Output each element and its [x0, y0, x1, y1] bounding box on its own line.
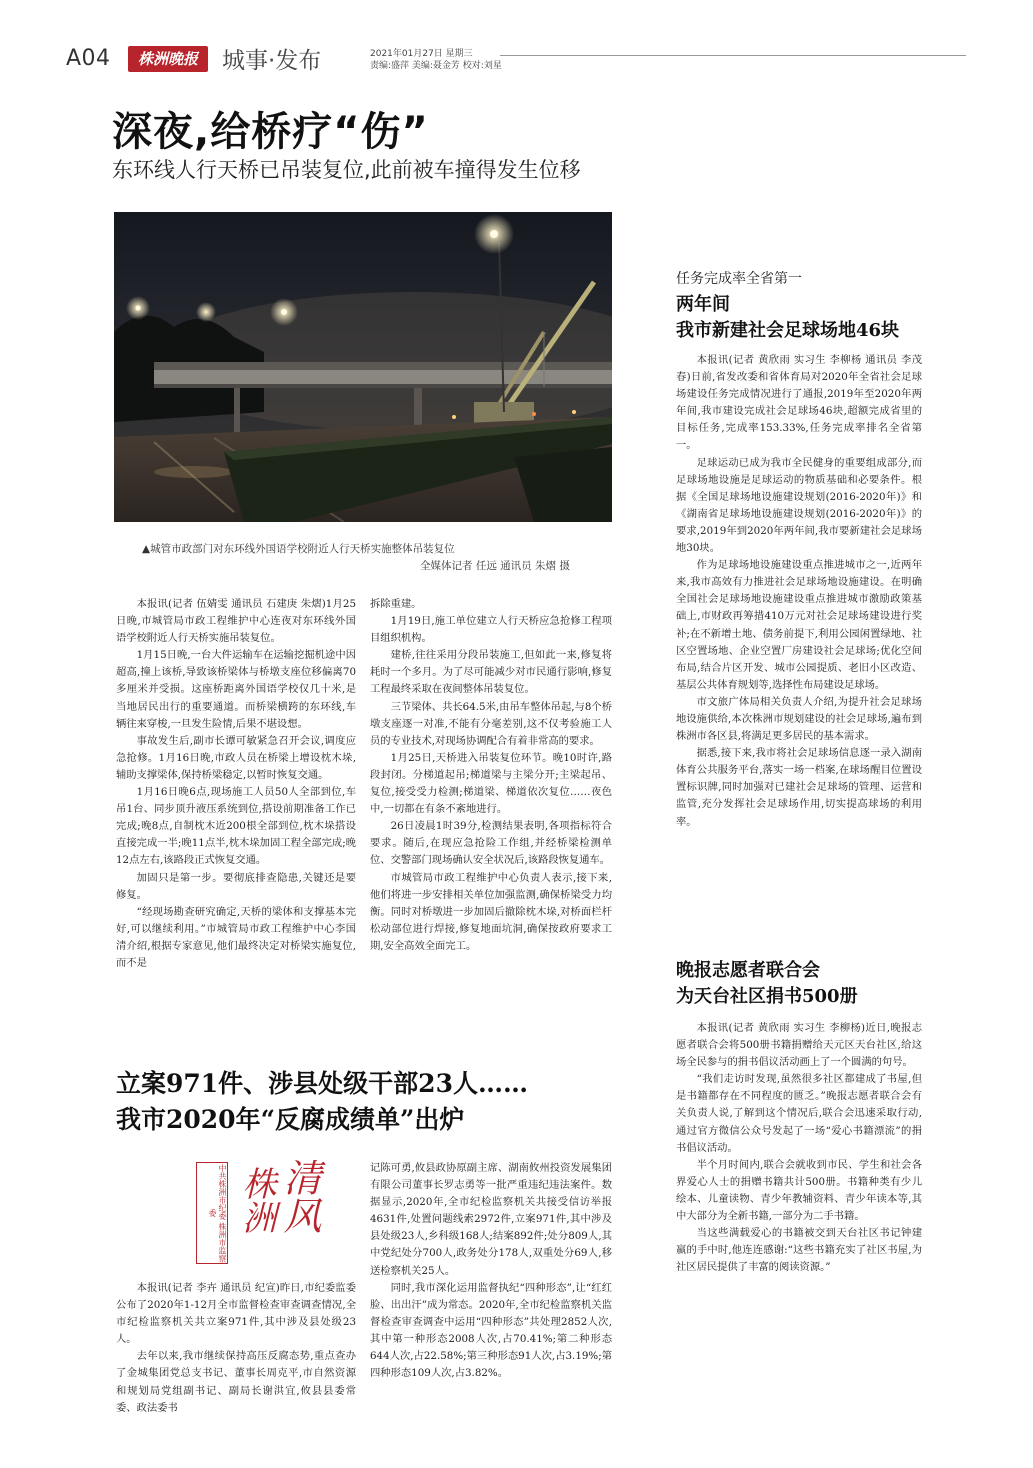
article4-column-2: [370, 1160, 612, 1440]
paragraph: 据悉,接下来,我市将社会足球场信息逐一录入湖南体育公共服务平台,落实一场一档案,在球场醒目位置设置标识牌,同时加强对已建社会足球场的管理、运营和监管,充分发挥社会足球场作用,切实提高球场的利用率。: [676, 747, 922, 828]
bridge-photo-illustration: [114, 212, 612, 522]
paragraph: “我们走访时发现,虽然很多社区都建成了书屋,但是书籍都存在不同程度的匮乏。”晚报志愿者联合会有关负责人说,了解到这个情况后,联合会迅速采取行动,通过官方微信公众号发起了一场“爱心书籍漂流”的捐书倡议活动。: [676, 1073, 922, 1154]
clean-wind-seal: [196, 1158, 321, 1266]
section-name: 城事·发布: [222, 48, 322, 74]
paragraph: 去年以来,我市继续保持高压反腐态势,重点查办了金城集团党总支书记、董事长周克平,市自然资源和规划局党组副书记、副局长谢洪宜,攸县县委常委、政法委书: [116, 1350, 356, 1414]
paragraph: 足球运动已成为我市全民健身的重要组成部分,而足球场地设施是足球运动的物质基础和必要条件。根据《全国足球场地设施建设规划(2016-2020年)》和《湖南省足球场地设施建设规划(2016-2020年)》的要求,2019年到2020年两年间,我市要新建社会足球场地30块。: [676, 456, 922, 555]
article4-column-1: [116, 1280, 356, 1440]
paragraph: 同时,我市深化运用监督执纪“四种形态”,让“红红脸、出出汗”成为常态。2020年,全市纪检监察机关监督检查审查调查中运用“四种形态”共处理2852人次,其中第一种形态2008人次,占70.41%;第二种形态644人次,占22.58%;第三种形态91人次,占3.19%;第四种形态109人次,占3.82%。: [370, 1281, 612, 1380]
article3-body: [676, 1020, 922, 1440]
paragraph: 市城管局市政工程维护中心负责人表示,接下来,他们将进一步安排相关单位加强监测,确保桥梁受力均衡。同时对桥墩进一步加固后撤除枕木垛,对桥面栏杆松动部位进行焊接,修复地面坑洞,确保按政府要求工期,安全高效全面完工。: [370, 871, 612, 952]
article1-column-1: [116, 596, 356, 1020]
paragraph: 半个月时间内,联合会就收到市民、学生和社会各界爱心人士的捐赠书籍共计500册。书籍种类有少儿绘本、儿童读物、青少年教辅资料、青少年读本等,其中大部分为全新书籍,一部分为二手书籍。: [676, 1158, 922, 1223]
paragraph: “经现场勘查研究确定,天桥的梁体和支撑基本完好,可以继续利用。”市城管局市政工程维护中心李国清介绍,根据专家意见,他们最终决定对桥梁实施复位,而不是: [116, 905, 356, 969]
article4-title-line1: 立案971件、涉县处级干部23人……: [116, 1069, 528, 1098]
article2-title-line1: 两年间: [676, 294, 730, 315]
paragraph: 当这些满载爱心的书籍被交到天台社区书记钟建嬴的手中时,他连连感谢:“这些书籍充实了社区书屋,为社区居民提供了丰富的阅读资源。”: [676, 1227, 922, 1274]
paragraph: 拆除重建。: [370, 598, 422, 610]
seal-text-2: 株洲: [236, 1166, 276, 1234]
paragraph: 加固只是第一步。要彻底排查隐患,关键还是要修复。: [116, 871, 356, 901]
paragraph: 26日凌晨1时39分,检测结果表明,各项指标符合要求。随后,在现应急抢险工作组,并经桥梁检测单位、交警部门现场确认安全状况后,该路段恢复通车。: [370, 820, 612, 867]
seal-small-text: 中共株洲市纪委 株洲市监察委: [208, 1163, 227, 1263]
paragraph: 市文旅广体局相关负责人介绍,为提升社会足球场地设施供给,本次株洲市规划建设的社会足球场,遍布到株洲市各区县,将满足更多居民的基本需求。: [676, 695, 922, 743]
article3-title-line2: 为天台社区捐书500册: [676, 986, 858, 1007]
headline: 深夜,给桥疗“伤”: [112, 109, 429, 155]
bridge-night-photo: [114, 212, 612, 522]
paragraph: 1月19日,施工单位建立人行天桥应急抢修工程项目组织机构。: [370, 615, 612, 645]
paragraph: 建桥,往往采用分段吊装施工,但如此一来,修复将耗时一个多月。为了尽可能减少对市民通行影响,修复工程最终采取在夜间整体吊装复位。: [370, 649, 612, 696]
paragraph: 1月25日,天桥进入吊装复位环节。晚10时许,路段封闭。分梯道起吊;梯道梁与主梁分开;主梁起吊、复位,接受受力检测;梯道梁、梯道依次复位……夜色中,一切都在有条不紊地进行。: [370, 751, 612, 816]
paragraph: 本报讯(记者 黄欣雨 实习生 李柳杨 通讯员 李茂春)日前,省发改委和省体育局对2020年全省社会足球场建设任务完成情况进行了通报,2019年至2020年两年间,我市建设完成社会足球场46块,超额完成省里的目标任务,完成率153.33%,任务完成率排名全省第一。: [676, 354, 922, 452]
masthead-name: 株洲晚报: [137, 50, 198, 68]
article3-title-line1: 晚报志愿者联合会: [676, 960, 820, 981]
date-line: 2021年01月27日 星期三: [370, 49, 473, 59]
paragraph: 1月16日晚6点,现场施工人员50人全部到位,车吊1台、同步顶升液压系统到位,搭设前期准备工作已完成;晚8点,自制枕木近200根全部到位,枕木垛搭设直接完成一半;晚11点半,枕木垛加固工程全部完成;晚12点左右,该路段正式恢复交通。: [116, 786, 356, 867]
article2-title-line2: 我市新建社会足球场地46块: [676, 320, 900, 341]
header-rule: [500, 55, 966, 56]
masthead-logo: [128, 46, 208, 72]
seal-box: [196, 1162, 228, 1264]
paragraph: 本报讯(记者 李卉 通讯员 纪宣)昨日,市纪委监委公布了2020年1-12月全市监督检查审查调查情况,全市纪检监察机关共立案971件,其中涉及县处级23人。: [116, 1282, 356, 1346]
article2-kicker: 任务完成率全省第一: [676, 271, 802, 287]
paragraph: 记陈可勇,攸县政协原副主席、湖南攸州投资发展集团有限公司董事长罗志勇等一批严重违纪违法案件。数据显示,2020年,全市纪检监察机关共接受信访举报4631件,处置问题线索2972件,立案971件,其中涉及县处级23人,乡科级168人;结案892件;处分809人,其中党纪处分700人,政务处分178人,双重处分69人,移送检察机关25人。: [370, 1162, 612, 1277]
subheadline: 东环线人行天桥已吊装复位,此前被车撞得发生位移: [112, 158, 581, 182]
page-number: A04: [66, 46, 111, 71]
paragraph: 三节梁体、共长64.5米,由吊车整体吊起,与8个桥墩支座逐一对准,不能有分毫差别,这不仅考验施工人员的专业技术,对现场协调配合有着非常高的要求。: [370, 700, 612, 747]
article2-body: [676, 352, 922, 882]
paragraph: 作为足球场地设施建设重点推进城市之一,近两年来,我市高效有力推进社会足球场地设施建设。在明确全国社会足球场地设施建设重点推进城市激励政策基础上,市财政再筹措410万元对社会足球场建设进行奖补;在不新增土地、债务前提下,利用公园闲置绿地、社区空置场地、企业空置厂房建设社会足球场;优化空间布局,结合片区开发、城市公园提质、老旧小区改造、基层公共体育规划等,选择性布局建设足球场。: [676, 559, 922, 691]
paragraph: 本报讯(记者 伍婧雯 通讯员 石建庚 朱熠)1月25日晚,市城管局市政工程维护中心连夜对东环线外国语学校附近人行天桥实施吊装复位。: [116, 598, 356, 645]
photo-caption: ▲城管市政部门对东环线外国语学校附近人行天桥实施整体吊装复位: [142, 543, 455, 555]
paragraph: 本报讯(记者 黄欣雨 实习生 李柳杨)近日,晚报志愿者联合会将500册书籍捐赠给天元区天台社区,给这场全民参与的捐书倡议活动画上了一个圆满的句号。: [676, 1022, 922, 1069]
seal-text-1: 清风: [277, 1158, 321, 1234]
credits-line: 责编:盛萍 美编:聂金芳 校对:刘星: [370, 61, 502, 71]
paragraph: 事故发生后,副市长谭可敏紧急召开会议,调度应急抢修。1月16日晚,市政人员在桥梁上增设枕木垛,辅助支撑梁体,保持桥梁稳定,以暂时恢复交通。: [116, 734, 356, 781]
photo-credit: 全媒体记者 任远 通讯员 朱熠 摄: [420, 560, 570, 572]
paragraph: 1月15日晚,一台大件运输车在运输挖掘机途中因超高,撞上该桥,导致该桥梁体与桥墩支座位移偏离70多厘米并受损。这座桥距离外国语学校仅几十米,是当地居民出行的重要通道。而桥梁横跨的东环线,车辆往来穿梭,一旦发生险情,后果不堪设想。: [116, 649, 356, 730]
article4-title-line2: 我市2020年“反腐成绩单”出炉: [116, 1105, 465, 1134]
article1-column-2: [370, 596, 612, 1020]
